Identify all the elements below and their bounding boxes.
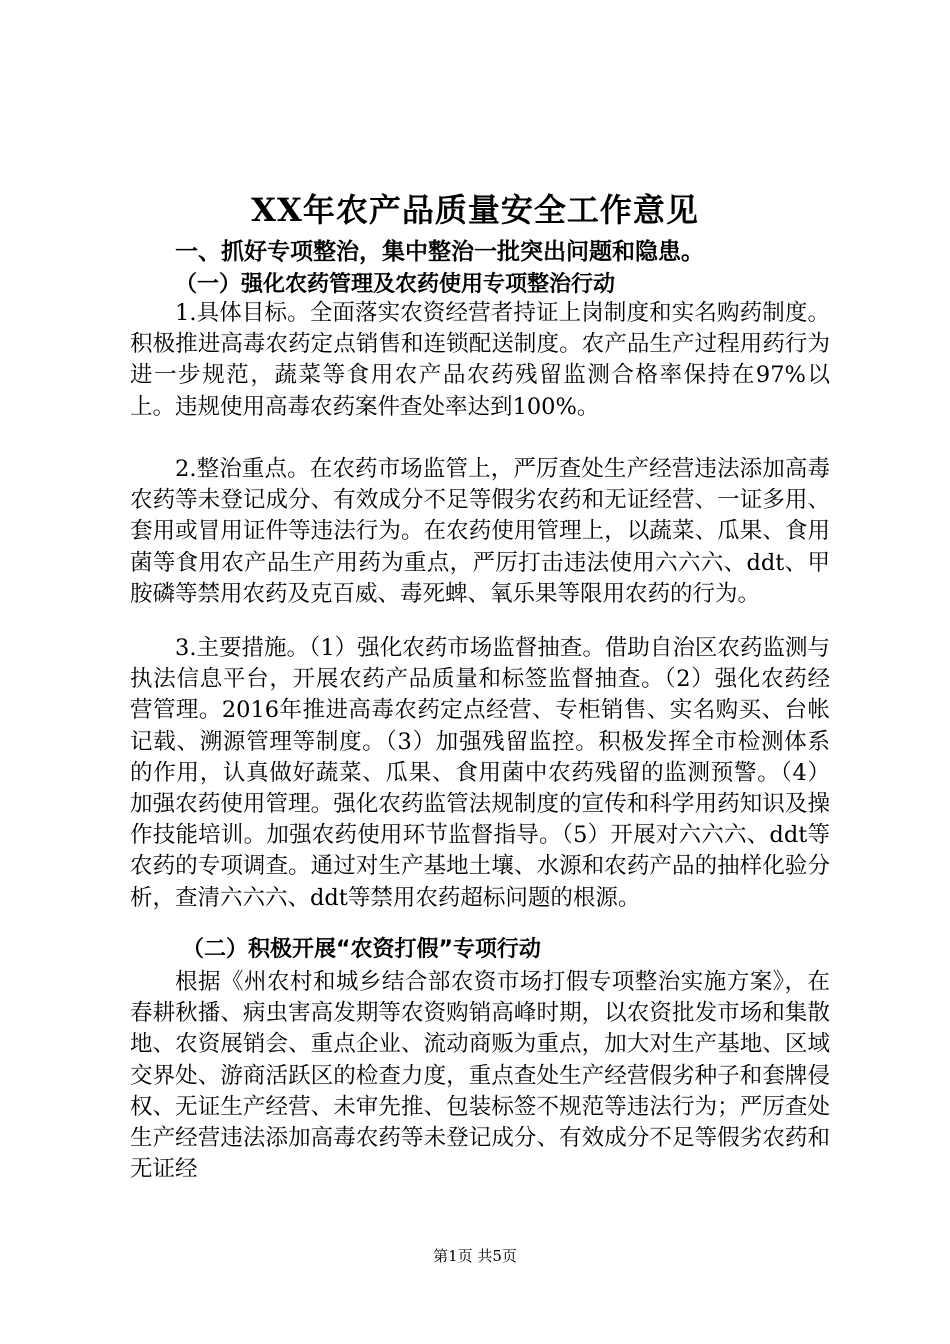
subsection-heading-2: （二）积极开展“农资打假”专项行动 [182,937,541,962]
paragraph-anti-counterfeit: 根据《州农村和城乡结合部农资市场打假专项整治实施方案》，在春耕秋播、病虫害高发期等农资购销高峰时期，以农资批发市场和集散地、农资展销会、重点企业、流动商贩为重点，加大对生产基地、区域交界处、游商活跃区的检查力度，重点查处生产经营假劣种子和套牌侵权、无证生产经营、未审先推、包装标签不规范等违法行为；严厉查处生产经营违法添加高毒农药等未登记成分、有效成分不足等假劣农药和无证经 [130,969,830,1183]
paragraph-focus: 2.整治重点。在农药市场监管上，严厉查处生产经营违法添加高毒农药等未登记成分、有效成分不足等假劣农药和无证经营、一证多用、套用或冒用证件等违法行为。在农药使用管理上，以蔬菜、瓜果、食用菌等食用农产品生产用药为重点，严厉打击违法使用六六六、ddt、甲胺磷等禁用农药及克百威、毒死蜱、氧乐果等限用农药的行为。 [130,456,830,607]
paragraph-measures: 3.主要措施。（1）强化农药市场监督抽查。借助自治区农药监测与执法信息平台，开展农药产品质量和标签监督抽查。（2）强化农药经营管理。2016年推进高毒农药定点经营、专柜销售、实名购买、台帐记载、溯源管理等制度。（3）加强残留监控。积极发挥全市检测体系的作用，认真做好蔬菜、瓜果、食用菌中农药残留的监测预警。（4）加强农药使用管理。强化农药监管法规制度的宣传和科学用药知识及操作技能培训。加强农药使用环节监督指导。（5）开展对六六六、ddt等农药的专项调查。通过对生产基地土壤、水源和农药产品的抽样化验分析，查清六六六、ddt等禁用农药超标问题的根源。 [130,635,830,911]
paragraph-targets: 1.具体目标。全面落实农资经营者持证上岗制度和实名购药制度。积极推进高毒农药定点销售和连锁配送制度。农产品生产过程用药行为进一步规范，蔬菜等食用农产品农药残留监测合格率保持在97%以上。违规使用高毒农药案件查处率达到100%。 [130,300,830,420]
section-heading-1: 一、抓好专项整治，集中整治一批突出问题和隐患。 [175,239,704,265]
document-title: XX年农产品质量安全工作意见 [251,191,699,229]
page-number: 第1页 共5页 [433,1247,517,1265]
subsection-heading-1: （一）强化农药管理及农药使用专项整治行动 [175,272,616,297]
